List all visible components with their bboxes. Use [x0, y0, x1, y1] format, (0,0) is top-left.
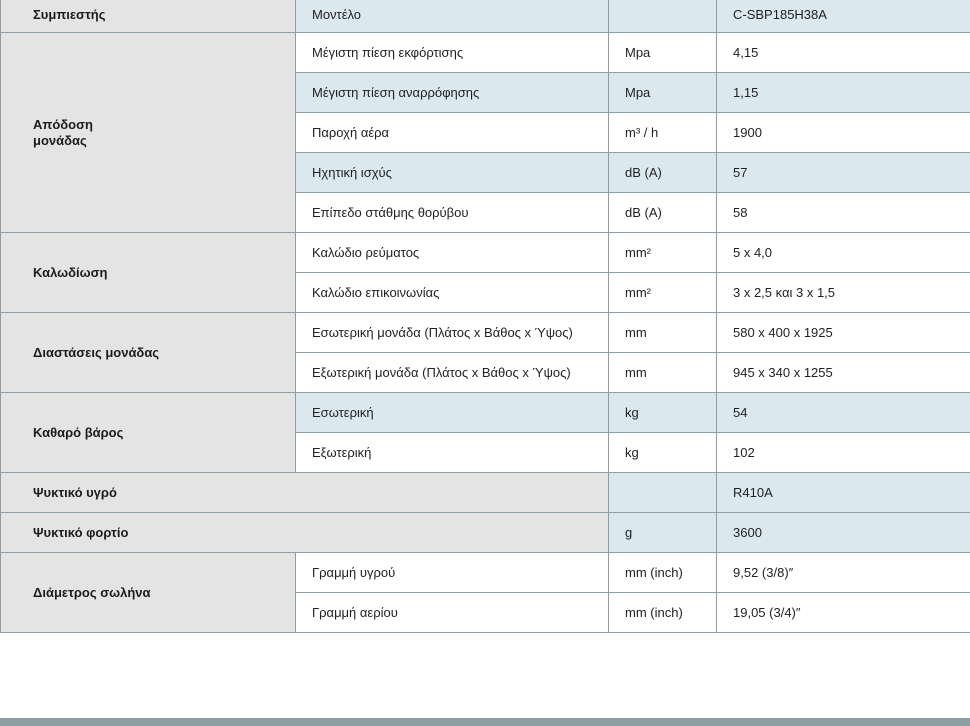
- value-cell: 3600: [717, 513, 970, 553]
- unit-cell: dB (A): [609, 193, 717, 233]
- value-cell: 19,05 (3/4)″: [717, 593, 970, 633]
- category-cell-charge: Ψυκτικό φορτίο: [1, 513, 609, 553]
- unit-cell: mm²: [609, 273, 717, 313]
- value-cell: 945 x 340 x 1255: [717, 353, 970, 393]
- category-cell-weight: Καθαρό βάρος: [1, 393, 296, 473]
- table-row: [1, 233, 970, 273]
- unit-cell: m³ / h: [609, 113, 717, 153]
- param-cell: Εξωτερική μονάδα (Πλάτος x Βάθος x Ύψος): [296, 353, 609, 393]
- table-row: [1, 393, 970, 433]
- category-cell-wiring: Καλωδίωση: [1, 233, 296, 313]
- unit-cell: kg: [609, 433, 717, 473]
- unit-cell: kg: [609, 393, 717, 433]
- value-cell: 102: [717, 433, 970, 473]
- category-cell-performance: [1, 33, 296, 233]
- table-row: [1, 0, 970, 33]
- value-cell: 1900: [717, 113, 970, 153]
- param-cell: Εσωτερική: [296, 393, 609, 433]
- value-cell: 5 x 4,0: [717, 233, 970, 273]
- param-cell: Επίπεδο στάθμης θορύβου: [296, 193, 609, 233]
- unit-cell: mm²: [609, 233, 717, 273]
- param-cell: Γραμμή υγρού: [296, 553, 609, 593]
- value-cell: 4,15: [717, 33, 970, 73]
- param-cell: Γραμμή αερίου: [296, 593, 609, 633]
- param-cell: Εσωτερική μονάδα (Πλάτος x Βάθος x Ύψος): [296, 313, 609, 353]
- category-cell-compressor: Συμπιεστής: [1, 0, 296, 33]
- value-cell: 58: [717, 193, 970, 233]
- bottom-border-strip: [0, 718, 970, 726]
- value-cell: 1,15: [717, 73, 970, 113]
- param-cell: Μέγιστη πίεση αναρρόφησης: [296, 73, 609, 113]
- table-row: [1, 473, 970, 513]
- value-cell: 54: [717, 393, 970, 433]
- unit-cell: mm (inch): [609, 553, 717, 593]
- unit-cell: Mpa: [609, 33, 717, 73]
- param-cell: Εξωτερική: [296, 433, 609, 473]
- unit-cell: [609, 473, 717, 513]
- unit-cell: mm (inch): [609, 593, 717, 633]
- unit-cell: Mpa: [609, 73, 717, 113]
- param-cell: Καλώδιο ρεύματος: [296, 233, 609, 273]
- param-cell: Καλώδιο επικοινωνίας: [296, 273, 609, 313]
- param-cell: Παροχή αέρα: [296, 113, 609, 153]
- category-cell-dimensions: Διαστάσεις μονάδας: [1, 313, 296, 393]
- value-cell: 9,52 (3/8)″: [717, 553, 970, 593]
- param-cell: Μοντέλο: [296, 0, 609, 33]
- category-cell-pipe: Διάμετρος σωλήνα: [1, 553, 296, 633]
- category-cell-refrigerant: Ψυκτικό υγρό: [1, 473, 609, 513]
- unit-cell: [609, 0, 717, 33]
- table-row: [1, 553, 970, 593]
- param-cell: Ηχητική ισχύς: [296, 153, 609, 193]
- table-row: [1, 313, 970, 353]
- value-cell: 580 x 400 x 1925: [717, 313, 970, 353]
- value-cell: R410A: [717, 473, 970, 513]
- table-row: [1, 33, 970, 73]
- unit-cell: dB (A): [609, 153, 717, 193]
- table-row: [1, 513, 970, 553]
- value-cell: 3 x 2,5 και 3 x 1,5: [717, 273, 970, 313]
- value-cell: 57: [717, 153, 970, 193]
- unit-cell: g: [609, 513, 717, 553]
- value-cell: C-SBP185H38A: [717, 0, 970, 33]
- category-label: Απόδοση μονάδας: [33, 116, 93, 148]
- unit-cell: mm: [609, 313, 717, 353]
- param-cell: Μέγιστη πίεση εκφόρτισης: [296, 33, 609, 73]
- unit-cell: mm: [609, 353, 717, 393]
